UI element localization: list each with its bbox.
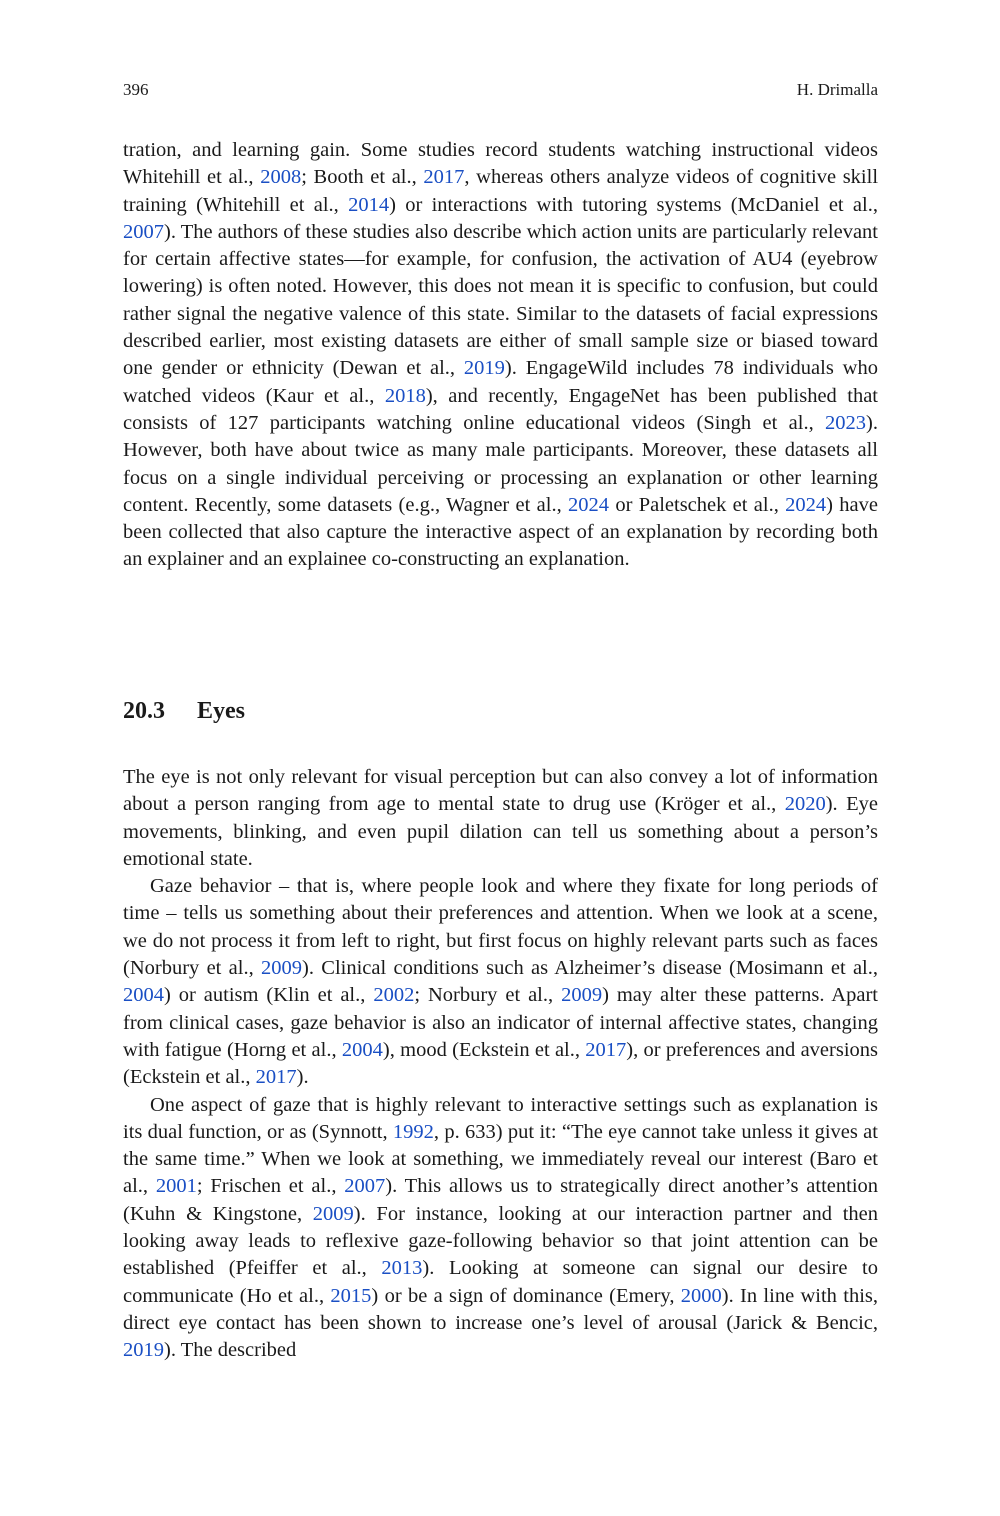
citation-link[interactable]: 2014 [348, 193, 390, 216]
text-run: ). This allows us to strategically direct another’s attention (Kuhn & Kingstone, [123, 1175, 879, 1225]
text-run: ), and recently, EngageNet has been published that consists of 127 participants watching online educational videos (Singh et al., [123, 384, 878, 434]
paragraph [123, 873, 878, 1091]
citation-link[interactable]: 2019 [463, 357, 505, 380]
text-run: ) or be a sign of dominance (Emery, [371, 1284, 681, 1307]
citation-link[interactable]: 2001 [155, 1175, 197, 1198]
text-run: ) or interactions with tutoring systems (McDaniel et al., [389, 193, 878, 216]
text-run: ). For instance, looking at our interaction partner and then looking away leads to reflexive gaze-following behavior so that joint attention can be established (Pfeiffer et al., [123, 1202, 878, 1280]
text-run: , p. 633) put it: “The eye cannot take unless it gives at the same time.” When we look at something, we immediately reveal our interest (Baro et al., [123, 1120, 878, 1198]
citation-link[interactable]: 2007 [123, 220, 164, 243]
text-run: ). Clinical conditions such as Alzheimer’s disease (Mosimann et al., [302, 957, 878, 980]
text-run: ; Norbury et al., [414, 984, 562, 1007]
citation-link[interactable]: 2004 [123, 984, 164, 1007]
citation-link[interactable]: 2004 [341, 1038, 383, 1061]
citation-link[interactable]: 1992 [392, 1120, 434, 1143]
paragraph [123, 1092, 878, 1365]
text-run: One aspect of gaze that is highly relevant to interactive settings such as explanation is its dual function, or as (Synnott, [123, 1093, 878, 1143]
citation-link[interactable]: 2009 [261, 957, 303, 980]
text-run: ) may alter these patterns. Apart from clinical cases, gaze behavior is also an indicator of internal affective states, changing with fatigue (Horng et al., [123, 984, 878, 1061]
citation-link[interactable]: 2000 [680, 1284, 722, 1307]
text-run: ). However, both have about twice as many male participants. Moreover, these datasets all focus on a single individual perceiving or processing an explanation or other learning content. Recently, some datasets (e.g., Wagner et al., [123, 411, 878, 516]
text-run: ). EngageWild includes 78 individuals who watched videos (Kaur et al., [123, 357, 878, 407]
citation-link[interactable]: 2017 [255, 1066, 297, 1089]
text-run: Gaze behavior – that is, where people look and where they fixate for long periods of time – tells us something about their preferences and attention. When we look at a scene, we do not process it from left to right, but first focus on highly relevant parts such as faces (Norbury et al., [123, 875, 878, 980]
paragraph [123, 137, 878, 574]
citation-link[interactable]: 2020 [784, 793, 826, 816]
author-name: H. Drimalla [796, 80, 878, 99]
citation-link[interactable]: 2013 [381, 1257, 423, 1280]
citation-link[interactable]: 2009 [312, 1202, 354, 1225]
citation-link[interactable]: 2024 [785, 493, 827, 516]
text-run: ). In line with this, direct eye contact has been shown to increase one’s level of arousal (Jarick & Bencic, [123, 1284, 878, 1334]
text-run: ) or autism (Klin et al., [164, 984, 374, 1007]
section-heading [123, 698, 245, 725]
text-run: ). The described [164, 1339, 297, 1362]
citation-link[interactable]: 2018 [384, 384, 426, 407]
citation-link[interactable]: 2007 [344, 1175, 386, 1198]
citation-link[interactable]: 2015 [330, 1284, 372, 1307]
citation-link[interactable]: 2023 [825, 411, 867, 434]
citation-link[interactable]: 2009 [561, 984, 603, 1007]
citation-link[interactable]: 2002 [373, 984, 415, 1007]
text-run: ). Looking at someone can signal our desire to communicate (Ho et al., [123, 1257, 878, 1307]
text-block-section [123, 764, 878, 1365]
text-run: ), or preferences and aversions (Eckstein et al., [123, 1038, 878, 1089]
citation-link[interactable]: 2024 [568, 493, 610, 516]
section-number: 20.3 [123, 698, 165, 724]
text-run: ), mood (Eckstein et al., [382, 1038, 586, 1061]
text-run: The eye is not only relevant for visual perception but can also convey a lot of information about a person ranging from age to mental state to drug use (Kröger et al., [123, 766, 878, 816]
text-run: ). The authors of these studies also describe which action units are particularly relevant for certain affective states—for example, for confusion, the activation of AU4 (eyebrow lowering) is often noted. However, this does not mean it is specific to confusion, but could rather signal the negative valence of this state. Similar to the datasets of facial expressions described earlier, most existing datasets are either of small sample size or biased toward one gender or ethnicity (Dewan et al., [123, 220, 878, 380]
text-run: ). [296, 1066, 309, 1089]
text-run: ; Frischen et al., [196, 1175, 345, 1198]
text-run: ) have been collected that also capture the interactive aspect of an explanation by recording both an explainer and an explainee co-constructing an explanation. [123, 493, 878, 571]
citation-link[interactable]: 2008 [260, 166, 302, 189]
text-block-top [123, 137, 878, 574]
citation-link[interactable]: 2017 [423, 166, 465, 189]
page-number: 396 [123, 80, 149, 99]
running-head [123, 80, 878, 100]
text-run: , whereas others analyze videos of cognitive skill training (Whitehill et al., [123, 166, 879, 216]
text-run: tration, and learning gain. Some studies record students watching instructional videos Whitehill et al., [123, 139, 878, 189]
paragraph [123, 764, 878, 873]
text-run: ). Eye movements, blinking, and even pupil dilation can tell us something about a person’s emotional state. [123, 793, 878, 870]
text-run: ; Booth et al., [301, 166, 424, 189]
citation-link[interactable]: 2017 [585, 1038, 627, 1061]
citation-link[interactable]: 2019 [123, 1339, 164, 1362]
section-title: Eyes [197, 698, 245, 724]
text-run: or Paletschek et al., [609, 493, 786, 516]
